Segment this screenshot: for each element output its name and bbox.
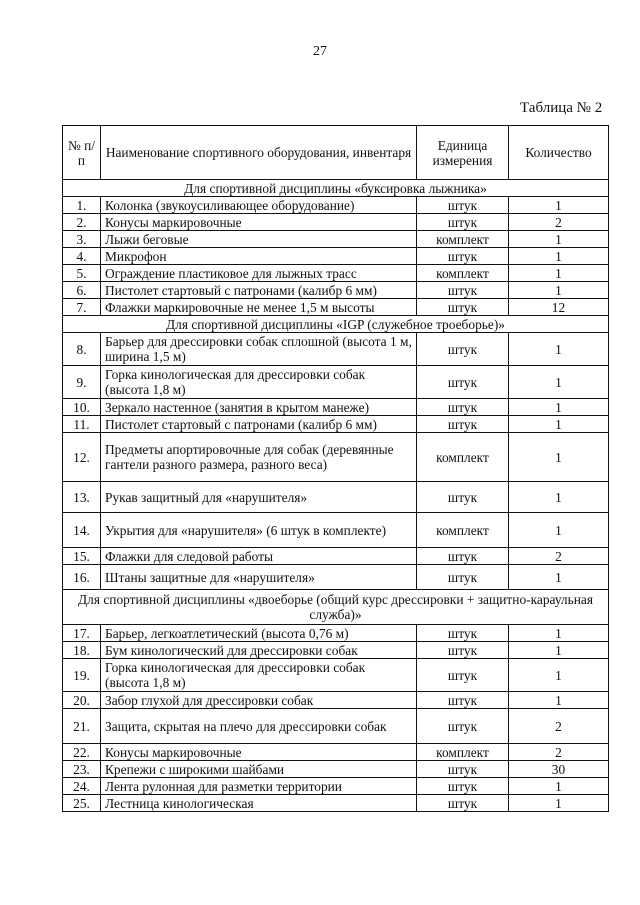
- row-unit: штук: [417, 548, 509, 565]
- row-name: Горка кинологическая для дрессировки собак (высота 1,8 м): [101, 659, 417, 692]
- row-unit: комплект: [417, 744, 509, 761]
- row-name: Штаны защитные для «нарушителя»: [101, 565, 417, 590]
- table-row: [63, 197, 609, 214]
- row-quantity: 1: [509, 333, 609, 366]
- row-quantity: 2: [509, 548, 609, 565]
- row-unit: штук: [417, 482, 509, 513]
- row-name: Защита, скрытая на плечо для дрессировки собак: [101, 709, 417, 744]
- page-number: 27: [313, 44, 327, 59]
- row-name: Горка кинологическая для дрессировки собак (высота 1,8 м): [101, 366, 417, 399]
- row-quantity: 1: [509, 513, 609, 548]
- table-row: [63, 433, 609, 482]
- table-row: [63, 333, 609, 366]
- header-num: № п/п: [63, 126, 101, 180]
- row-unit: штук: [417, 625, 509, 642]
- row-unit: штук: [417, 659, 509, 692]
- row-number: 7.: [63, 299, 101, 316]
- row-unit: штук: [417, 197, 509, 214]
- row-number: 8.: [63, 333, 101, 366]
- row-name: Флажки для следовой работы: [101, 548, 417, 565]
- table-row: [63, 482, 609, 513]
- row-quantity: 1: [509, 197, 609, 214]
- row-name: Барьер, легкоатлетический (высота 0,76 м): [101, 625, 417, 642]
- table-row: [63, 744, 609, 761]
- row-quantity: 2: [509, 214, 609, 231]
- row-unit: комплект: [417, 231, 509, 248]
- row-name: Пистолет стартовый с патронами (калибр 6 мм): [101, 282, 417, 299]
- header-name: Наименование спортивного оборудования, инвентаря: [101, 126, 417, 180]
- table-row: [63, 692, 609, 709]
- row-name: Флажки маркировочные не менее 1,5 м высоты: [101, 299, 417, 316]
- row-number: 15.: [63, 548, 101, 565]
- table-row: [63, 778, 609, 795]
- header-qty: Количество: [509, 126, 609, 180]
- row-number: 18.: [63, 642, 101, 659]
- table-row: [63, 214, 609, 231]
- table-row: [63, 659, 609, 692]
- row-unit: штук: [417, 642, 509, 659]
- row-name: Лента рулонная для разметки территории: [101, 778, 417, 795]
- row-quantity: 2: [509, 744, 609, 761]
- row-unit: штук: [417, 248, 509, 265]
- row-quantity: 1: [509, 692, 609, 709]
- row-unit: штук: [417, 692, 509, 709]
- row-unit: комплект: [417, 513, 509, 548]
- row-unit: штук: [417, 214, 509, 231]
- table-body: [63, 180, 609, 812]
- row-unit: штук: [417, 778, 509, 795]
- row-unit: штук: [417, 299, 509, 316]
- table-row: [63, 565, 609, 590]
- row-unit: комплект: [417, 265, 509, 282]
- row-number: 25.: [63, 795, 101, 812]
- row-quantity: 30: [509, 761, 609, 778]
- equipment-table: [62, 125, 609, 812]
- row-name: Конусы маркировочные: [101, 214, 417, 231]
- row-name: Рукав защитный для «нарушителя»: [101, 482, 417, 513]
- row-unit: штук: [417, 282, 509, 299]
- row-unit: комплект: [417, 433, 509, 482]
- table-row: [63, 282, 609, 299]
- row-name: Крепежи с широкими шайбами: [101, 761, 417, 778]
- row-number: 19.: [63, 659, 101, 692]
- row-name: Бум кинологический для дрессировки собак: [101, 642, 417, 659]
- row-name: Ограждение пластиковое для лыжных трасс: [101, 265, 417, 282]
- row-quantity: 2: [509, 709, 609, 744]
- row-name: Лыжи беговые: [101, 231, 417, 248]
- row-quantity: 1: [509, 416, 609, 433]
- row-unit: штук: [417, 565, 509, 590]
- row-quantity: 1: [509, 625, 609, 642]
- row-quantity: 1: [509, 659, 609, 692]
- table-row: [63, 231, 609, 248]
- section-header-row: [63, 180, 609, 197]
- row-unit: штук: [417, 399, 509, 416]
- table-row: [63, 366, 609, 399]
- section-title: Для спортивной дисциплины «IGP (служебное троеборье)»: [63, 316, 609, 333]
- row-number: 12.: [63, 433, 101, 482]
- row-quantity: 1: [509, 399, 609, 416]
- section-header-row: [63, 590, 609, 625]
- row-number: 5.: [63, 265, 101, 282]
- row-number: 22.: [63, 744, 101, 761]
- section-header-row: [63, 316, 609, 333]
- row-unit: штук: [417, 333, 509, 366]
- table-title: Таблица № 2: [520, 100, 603, 116]
- row-quantity: 1: [509, 433, 609, 482]
- row-quantity: 1: [509, 642, 609, 659]
- row-quantity: 1: [509, 282, 609, 299]
- row-quantity: 1: [509, 366, 609, 399]
- row-name: Микрофон: [101, 248, 417, 265]
- row-name: Барьер для дрессировки собак сплошной (высота 1 м, ширина 1,5 м): [101, 333, 417, 366]
- row-name: Конусы маркировочные: [101, 744, 417, 761]
- row-number: 2.: [63, 214, 101, 231]
- table-row: [63, 761, 609, 778]
- row-quantity: 1: [509, 265, 609, 282]
- header-row: [63, 126, 609, 180]
- row-name: Предметы апортировочные для собак (деревянные гантели разного размера, разного веса): [101, 433, 417, 482]
- row-unit: штук: [417, 416, 509, 433]
- row-number: 21.: [63, 709, 101, 744]
- header-unit: Единица измерения: [417, 126, 509, 180]
- table-row: [63, 642, 609, 659]
- row-number: 16.: [63, 565, 101, 590]
- table-row: [63, 795, 609, 812]
- row-quantity: 1: [509, 565, 609, 590]
- table-row: [63, 265, 609, 282]
- row-unit: штук: [417, 761, 509, 778]
- section-title: Для спортивной дисциплины «двоеборье (общий курс дрессировки + защитно-караульная служба)»: [63, 590, 609, 625]
- row-number: 24.: [63, 778, 101, 795]
- row-name: Колонка (звукоусиливающее оборудование): [101, 197, 417, 214]
- row-name: Зеркало настенное (занятия в крытом манеже): [101, 399, 417, 416]
- row-number: 23.: [63, 761, 101, 778]
- table-row: [63, 709, 609, 744]
- row-number: 20.: [63, 692, 101, 709]
- row-number: 11.: [63, 416, 101, 433]
- row-number: 6.: [63, 282, 101, 299]
- row-unit: штук: [417, 366, 509, 399]
- row-number: 1.: [63, 197, 101, 214]
- row-quantity: 12: [509, 299, 609, 316]
- table-row: [63, 513, 609, 548]
- row-quantity: 1: [509, 248, 609, 265]
- row-number: 10.: [63, 399, 101, 416]
- row-name: Забор глухой для дрессировки собак: [101, 692, 417, 709]
- row-quantity: 1: [509, 482, 609, 513]
- table-row: [63, 548, 609, 565]
- row-number: 4.: [63, 248, 101, 265]
- row-number: 9.: [63, 366, 101, 399]
- section-title: Для спортивной дисциплины «буксировка лыжника»: [63, 180, 609, 197]
- row-name: Лестница кинологическая: [101, 795, 417, 812]
- table-row: [63, 416, 609, 433]
- row-number: 3.: [63, 231, 101, 248]
- table-row: [63, 248, 609, 265]
- row-number: 17.: [63, 625, 101, 642]
- table-row: [63, 299, 609, 316]
- row-number: 14.: [63, 513, 101, 548]
- row-unit: штук: [417, 709, 509, 744]
- row-quantity: 1: [509, 231, 609, 248]
- table-row: [63, 625, 609, 642]
- row-name: Пистолет стартовый с патронами (калибр 6 мм): [101, 416, 417, 433]
- row-name: Укрытия для «нарушителя» (6 штук в комплекте): [101, 513, 417, 548]
- row-number: 13.: [63, 482, 101, 513]
- row-quantity: 1: [509, 778, 609, 795]
- row-unit: штук: [417, 795, 509, 812]
- table-row: [63, 399, 609, 416]
- row-quantity: 1: [509, 795, 609, 812]
